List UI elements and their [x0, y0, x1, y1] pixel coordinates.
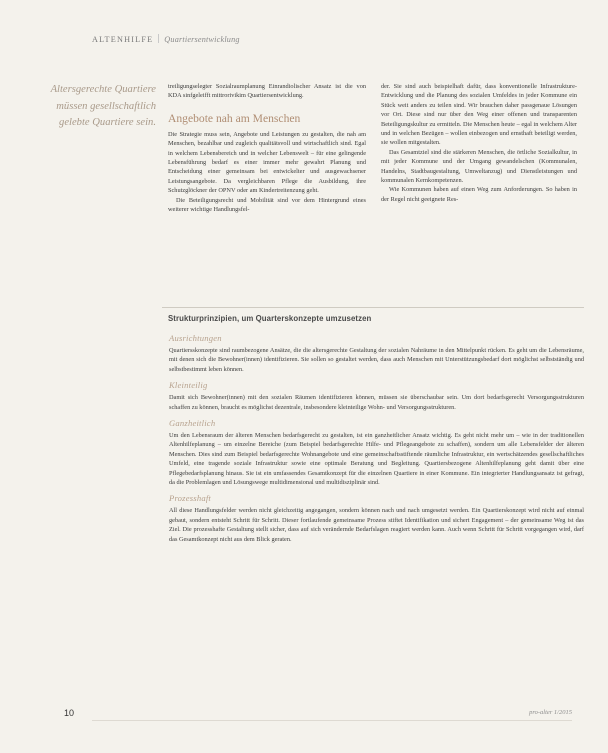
text-column-1: [168, 82, 366, 214]
header-topic: Quartiersentwicklung: [164, 35, 240, 44]
principle-body: Um den Lebensraum der älteren Menschen bedarfsgerecht zu gestalten, ist ein ganzheitlicher Ansatz wichtig. Es geht nicht mehr um – wie in der traditionellen Altenhilfeplanung – um einzelne Bereiche (zum Beispiel bedarfsgerechte Hilfe- und Pflegeangebote zu schaffen), sondern um alle Lebensfelder der älteren Menschen. Dies sind zum Beispiel bedarfsgerechte Wohnangebote und eine gemeinschaftsstiftende räumliche Infrastruktur, ein wertschätzendes gesellschaftliches Umfeld, eine tragende soziale Infrastruktur sowie eine optimale Beratung und Begleitung. Quartiersbezogene Altenhilfeplanung geht damit über eine Pflegebedarfsplanung hinaus. Sie ist ein umfassendes Gesamtkonzept für die einzelnen Quartiere in einer Kommune. Ein integrierter Handlungsansatz ist gefragt, da die Problemlagen und Lösungswege multidimensional und multidisziplinär sind.: [169, 432, 584, 487]
principle-title: Ganzheitlich: [169, 418, 216, 429]
principle-item: [169, 418, 584, 487]
column1-paragraph-1: Die Strategie muss sein, Angebote und Leistungen zu gestalten, die nah am Menschen, bezahlbar und zugleich qualitätsvoll und wirtschaftlich sind. Egal in welchem Lebensbereich und in welcher Lebenswelt – für eine gelingende Lebensführung bedarf es einer immer mehr gewahrt Planung und Entscheidung einer gemeinsam bei entwickelter und ausgewachsener Leistungsangebote. Da vergleichbaren Pflege die Ausbildung, ihre Schutzglöckner der OPNV oder am Kindertreitenzung geht.: [168, 130, 366, 195]
principles-box: [162, 307, 584, 550]
pull-quote: Altersgerechte Quartiere müssen gesellschaftlich gelebte Quartiere sein.: [50, 84, 156, 129]
footer-divider: [92, 720, 572, 721]
principle-item: [169, 333, 584, 374]
box-title: Strukturprinzipien, um Quarterskonzepte umzusetzen: [168, 314, 372, 323]
header-divider: [158, 34, 159, 43]
publication-source: pro-alter 1/2015: [529, 709, 572, 716]
text-column-2: [381, 82, 577, 204]
page-number: 10: [64, 708, 75, 718]
running-header: [92, 34, 240, 44]
section-heading: Angebote nah am Menschen: [168, 111, 301, 125]
column2-paragraph-1: der. Sie sind auch beispielhaft dafür, dass konventionelle Infrastrukture-Entwicklung und die Planung des sozialen Umfeldes in jeder Kommune ein Stück weit anders zu teilen sind. Wir brauchen daher passgenaue Lösungen vor Ort. Diese sind nur über den Weg einer offenen und transparenten Beteiligungskultur zu ermitteln. Die Menschen heute – egal in welchem Alter und in welchen Bezügen – wollen einbezogen und ernsthaft beteiligt werden, sie wollen mitgestalten.: [381, 83, 577, 147]
principle-item: [169, 380, 584, 412]
principle-title: Prozesshaft: [169, 493, 211, 504]
principle-body: All diese Handlungsfelder werden nicht gleichzeitig angegangen, sondern können nach und nach umgesetzt werden. Ein Quartierskonzept wird nicht auf einmal gebaut, sondern entsteht Schritt für Schritt. Dieser fortlaufende gemeinsame Prozess stiftet Identifikation und sichert Engagement – der gemeinsame Weg ist das Ziel. Die prozesshafte Gestaltung stellt sicher, dass auf sich verändernde Bedarfslagen reagiert werden kann. Auch wenn Schritt für Schritt vorgegangen wird, darf das Gesamtkonzept nicht aus dem Blick geraten.: [169, 507, 584, 543]
principle-body: Damit sich Bewohner(innen) mit den sozialen Räumen identifizieren können, müssen sie überschaubar sein. Um dort bedarfsgerecht Versorgungsstrukturen schaffen zu können, braucht es möglichst dezentrale, insbesondere kleinteilige Wohn- und Versorgungsstrukturen.: [169, 394, 584, 411]
column2-paragraph-3: Wie Kommunen haben auf einen Weg zum Anforderungen. So haben in der Regel nicht geeignete Res-: [381, 186, 577, 203]
principle-item: [169, 493, 584, 544]
column1-intro: treiligungselegter Sozialraumplanung Einrandiolischer Ansatz ist die von KDA sinfgeleifft mittrorivikim Quartiersentwicklung.: [168, 83, 366, 100]
column2-paragraph-2: Das Gesamtziel sind die stärkeren Menschen, die örtliche Sozialkultur, in mit jeder Kommune und der Umgang gewandelschen (Kommunalen, Handelns, Stadtbaugestaltung, Umweltanzug) und Dienstleistungen und kommunalen Kernkompetenzen.: [381, 148, 577, 185]
principle-title: Ausrichtungen: [169, 333, 222, 343]
principle-title: Kleinteilig: [169, 380, 208, 391]
principle-body: Quartiersskonzepte sind raumbezogene Ansätze, die die altersgerechte Gestaltung der sozialen Nahräume in den Mittelpunkt rücken. Es geht um die Lebensräume, mit denen sich die Bewohner(innen) identifizieren. Sie sollen so gestaltet werden, dass auch Menschen mit Unterstützungsbedarf dort möglichst selbstständig und selbstbestimmt leben können.: [169, 347, 584, 373]
header-section: ALTENHILFE: [92, 35, 154, 44]
column1-paragraph-2: Die Beteiligungsrecht und Mobilität sind vor dem Hintergrund eines weiterer wichtige Handlungsfel-: [168, 196, 366, 214]
